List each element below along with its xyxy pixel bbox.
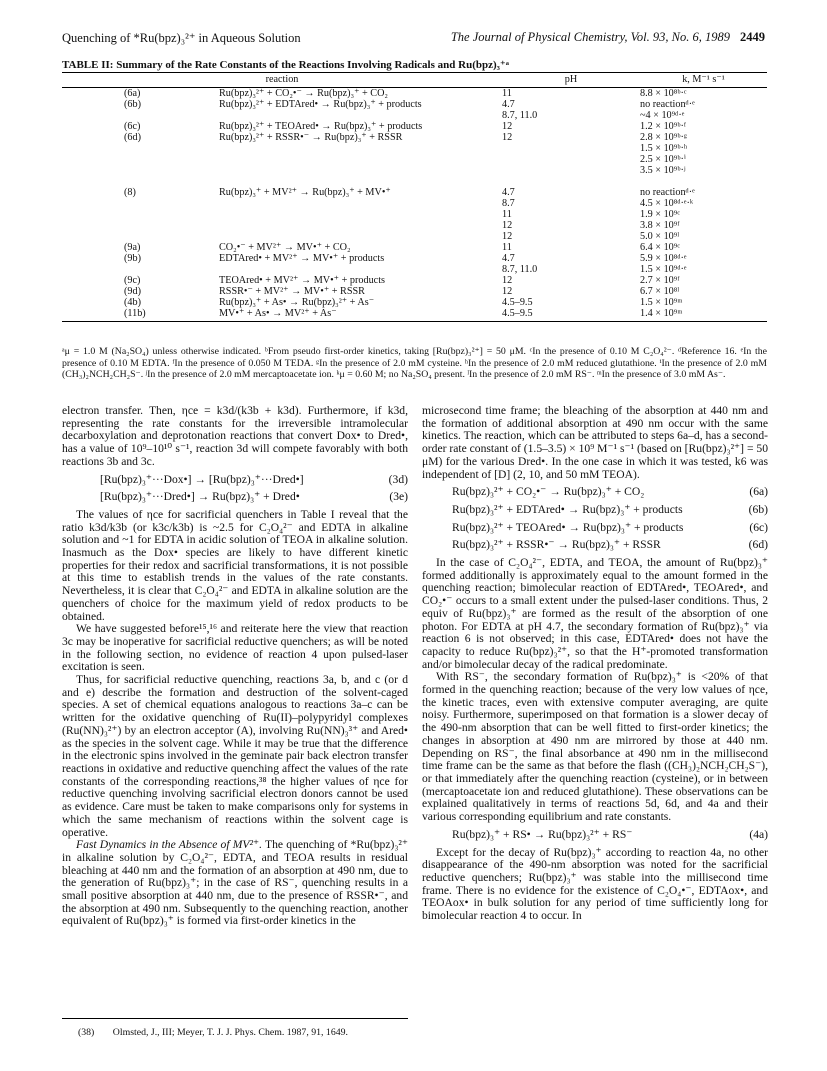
reaction-label	[62, 198, 219, 209]
ph-value: 12	[502, 231, 513, 242]
table-row	[62, 253, 767, 264]
rate-constant: 1.5 × 10⁹ᵈ·ᵉ	[640, 264, 687, 275]
ph-value	[502, 165, 640, 176]
reference-text: Olmsted, J., III; Meyer, T. J. J. Phys. Chem. 1987, 91, 1649.	[112, 1027, 348, 1038]
rate-constant: 6.7 × 10⁸ˡ	[640, 286, 680, 297]
equation-6d	[422, 539, 768, 552]
rate-constant: 1.2 × 10⁹ᵇ·ᶠ	[640, 121, 686, 132]
ph-value: 12	[502, 220, 513, 231]
header-k: k, M⁻¹ s⁻¹	[640, 73, 767, 88]
ph-value: 4.7	[502, 187, 515, 198]
table-header-row	[62, 73, 767, 88]
reaction-equation: MV•⁺ + As• → MV²⁺ + As⁻	[219, 308, 502, 322]
table-row	[62, 209, 767, 220]
reaction-label: (4b)	[124, 297, 141, 308]
reaction-label	[62, 154, 219, 165]
header-journal	[451, 30, 765, 48]
reaction-equation	[219, 143, 502, 154]
reaction-label: (6c)	[124, 121, 141, 132]
paragraph-text: The quenching of *Ru(bpz)₃²⁺ in alkaline solution by C₂O₄²⁻, EDTA, and TEOA results in residual bleaching at 440 nm and the formation of an absorption at 490 nm, due to the generation of Ru(bpz)₃⁺; in the case of RS⁻, quenching results in a small positive absorption at 440 nm, due to the presence of RSSR•⁻, and the absorption at 490 nm. Subsequently to the quenching reaction, another equivalent of Ru(bpz)₃⁺ is formed via first-order kinetics in the	[62, 838, 408, 928]
reaction-label	[62, 220, 219, 231]
reaction-equation	[219, 231, 502, 242]
table-row	[62, 198, 767, 209]
equation-text: Ru(bpz)₃²⁺ + RSSR•⁻ → Ru(bpz)₃⁺ + RSSR	[452, 538, 661, 552]
rate-constant: 2.8 × 10⁹ᵇ·ᵍ	[640, 132, 687, 143]
reaction-label	[62, 209, 219, 220]
reaction-equation	[219, 220, 502, 231]
ph-value: 12	[502, 275, 513, 286]
paragraph	[62, 839, 408, 928]
running-header	[62, 30, 765, 48]
header-article-title: Quenching of *Ru(bpz)₃²⁺ in Aqueous Solution	[62, 31, 301, 45]
table-row	[62, 297, 767, 308]
reaction-equation: Ru(bpz)₃⁺ + MV²⁺ → Ru(bpz)₃⁺ + MV•⁺	[219, 187, 391, 198]
reaction-equation: Ru(bpz)₃²⁺ + RSSR•⁻ → Ru(bpz)₃⁺ + RSSR	[219, 132, 403, 143]
reaction-label: (6d)	[124, 132, 141, 143]
ph-value: 11	[502, 88, 512, 99]
reaction-label: (6a)	[124, 88, 141, 99]
table-footnotes: ᵃμ = 1.0 M (Na₂SO₄) unless otherwise indicated. ᵇFrom pseudo first-order kinetics, taking [Ru(bpz)₃²⁺] = 50 μM. ᶜIn the presence of 0.10 M C₂O₄²⁻. ᵈReference 16. ᵉIn the presence of 0.10 M EDTA. ᶠIn the presence of 0.050 M TEDA. ᵍIn the presence of 2.0 mM cysteine. ʰIn the presence of 2.0 mM reduced glutathione. ⁱIn the presence of 2.0 mM (CH₃)₂NCH₂CH₂S⁻. ʲIn the presence of 2.0 mM mercaptoacetate ion. ᵏμ = 0.60 M; no Na₂SO₄ present. ˡIn the presence of 2.0 mM RS⁻. ᵐIn the presence of 3.0 mM As⁻.	[62, 346, 767, 380]
equation-number: (6b)	[748, 502, 768, 516]
rate-constant: 1.5 × 10⁹ᵐ	[640, 297, 683, 308]
table-row	[62, 165, 767, 176]
rate-constant: 5.9 × 10⁸ᵈ·ᵉ	[640, 253, 687, 264]
reaction-equation	[219, 110, 502, 121]
table-row	[62, 99, 767, 110]
table-row	[62, 132, 767, 143]
rate-constant: 4.5 × 10⁸ᵈ·ᵉ·ᵏ	[640, 198, 694, 209]
table-row	[62, 264, 767, 275]
ph-value: 8.7	[502, 198, 515, 209]
paragraph: Thus, for sacrificial reductive quenching, reactions 3a, b, and c (or d and e) describe the formation and destruction of the solvent-caged species. A set of chemical equations analogous to reactions 3a–c can be written for the oxidative quenching of Ru(II)–polypyridyl complexes (Ru(NN)₃²⁺) by an electron acceptor (A), involving Ru(NN)₃³⁺ and Ared• as the species in the solvent cage. While it may be true that the difference in the electronic spins involved in the geminate pair back electron transfer reactions in oxidative and reductive quenching affect the values of the rate constants of the corresponding reactions,³⁸ the higher values of ηce for reductive quenching involving sacrificial electron donors cannot be used as evidence. Care must be taken to make comparisons only for systems in which the same mechanism of reactions within the solvent cage is operative.	[62, 673, 408, 839]
rate-constant: 3.8 × 10⁹ᶠ	[640, 220, 680, 231]
rate-constant: 5.0 × 10⁹ˡ	[640, 231, 680, 242]
equation-text: [Ru(bpz)₃⁺···Dox•] → [Ru(bpz)₃⁺···Dred•]	[100, 472, 304, 486]
reaction-equation: TEOAred• + MV²⁺ → MV•⁺ + products	[219, 275, 385, 286]
ph-value: 11	[502, 209, 512, 220]
reaction-equation: Ru(bpz)₃²⁺ + EDTAred• → Ru(bpz)₃⁺ + products	[219, 99, 422, 110]
paragraph: Except for the decay of Ru(bpz)₃⁺ according to reaction 4a, no other disappearance of the 490-nm absorption was noted for the sacrificial reductive quenchers; Ru(bpz)₃⁺ was stable into the millisecond time frame. There is no evidence for the existence of C₂O₄•⁻, EDTAox•, and TEOAox• in bulk solution for any period of time sufficiently long for bimolecular reaction 4 to occur. In	[422, 845, 768, 923]
rate-constant: 8.8 × 10⁸ᵇ·ᶜ	[640, 88, 687, 99]
equation-number: (6a)	[749, 485, 768, 499]
rate-constants-table	[62, 72, 767, 322]
rate-constant: 6.4 × 10⁹ᶜ	[640, 242, 680, 253]
left-column	[62, 405, 408, 928]
rate-constant: no reactionᵈ·ᵉ	[640, 187, 695, 198]
rate-constant: 1.5 × 10⁹ᵇ·ʰ	[640, 143, 688, 154]
reaction-equation: EDTAred• + MV²⁺ → MV•⁺ + products	[219, 253, 385, 264]
ph-value: 12	[502, 286, 513, 297]
equation-number: (6d)	[748, 538, 768, 552]
right-column	[422, 405, 768, 923]
ph-value: 12	[502, 121, 513, 132]
equation-text: Ru(bpz)₃²⁺ + TEOAred• → Ru(bpz)₃⁺ + products	[452, 520, 684, 534]
paragraph: We have suggested before¹⁵,¹⁶ and reiterate here the view that reaction 3c may be inoperative for sacrificial reductive quenchers; as will be noted in the following section, no evidence of reaction 4 upon pulsed-laser excitation is seen.	[62, 622, 408, 674]
reaction-label	[62, 165, 219, 176]
rate-constant: ~4 × 10⁹ᵈ·ᵉ	[640, 110, 685, 121]
paragraph: In the case of C₂O₄²⁻, EDTA, and TEOA, the amount of Ru(bpz)₃⁺ formed additionally is approximately equal to the amount formed in the quenching reaction; bimolecular reaction of EDTAred•, TEOAred•, and CO₂•⁻ occurs to a small extent under the pulsed-laser conditions. Thus, 2 equiv of Ru(bpz)₃⁺ are formed as the result of the absorption of one photon. For EDTA at pH 4.7, the secondary formation of Ru(bpz)₃⁺ via reaction 6 is not observed; in this case, EDTAred• does not have the capacity to reduce Ru(bpz)₃²⁺, so that the H⁺-promoted transformation and/or bimolecular decay of the radical predominate.	[422, 556, 768, 671]
header-ph: pH	[502, 73, 640, 88]
rate-constant: 2.5 × 10⁹ᵇ·ⁱ	[640, 154, 686, 165]
table-row	[62, 88, 767, 100]
rate-constant: no reactionᵈ·ᵉ	[640, 99, 695, 110]
table-row	[62, 231, 767, 242]
reaction-equation	[219, 154, 502, 165]
ph-value: 4.7	[502, 99, 515, 110]
reaction-label: (9d)	[124, 286, 141, 297]
ph-value: 8.7, 11.0	[502, 110, 538, 121]
equation-3e	[62, 491, 408, 504]
reaction-equation: Ru(bpz)₃²⁺ + CO₂•⁻ → Ru(bpz)₃⁺ + CO₂	[219, 88, 388, 99]
table-row	[62, 187, 767, 198]
ph-value	[502, 154, 640, 165]
equation-text: Ru(bpz)₃²⁺ + CO₂•⁻ → Ru(bpz)₃⁺ + CO₂	[452, 485, 645, 499]
table-row	[62, 143, 767, 154]
table-row	[62, 308, 767, 322]
equation-number: (6c)	[749, 520, 768, 534]
ph-value: 4.5–9.5	[502, 308, 640, 322]
equation-3d	[62, 474, 408, 487]
table-title: TABLE II: Summary of the Rate Constants of the Reactions Involving Radicals and Ru(bpz)₃⁺ᵃ	[62, 59, 509, 71]
reaction-label: (9b)	[124, 253, 141, 264]
table-row	[62, 154, 767, 165]
table-spacer-row	[62, 176, 767, 187]
rate-constant: 2.7 × 10⁹ᶠ	[640, 275, 680, 286]
equation-4a	[422, 829, 768, 842]
equation-6a	[422, 486, 768, 499]
ph-value: 8.7, 11.0	[502, 264, 538, 275]
reaction-equation: Ru(bpz)₃²⁺ + TEOAred• → Ru(bpz)₃⁺ + products	[219, 121, 423, 132]
rate-constant: 3.5 × 10⁹ᵇ·ʲ	[640, 165, 686, 176]
reaction-label: (8)	[124, 187, 136, 198]
equation-text: Ru(bpz)₃²⁺ + EDTAred• → Ru(bpz)₃⁺ + products	[452, 502, 683, 516]
table-row	[62, 286, 767, 297]
reaction-label: (9a)	[124, 242, 141, 253]
reaction-label	[62, 143, 219, 154]
reaction-equation	[219, 165, 502, 176]
paragraph: The values of ηce for sacrificial quenchers in Table I reveal that the ratio k3d/k3b (or k3c/k3b) is ~2.5 for C₂O₄²⁻ and EDTA in alkaline solution and ~1 for EDTA in acidic solution of TEOA in alkaline solution. Inasmuch as the Dox• species are likely to have different kinetic properties for their redox and sacrificial transformations, it is not possible at this time to establish trends in the values of the rate constants. Nevertheless, it is clear that C₂O₄²⁻ and EDTA in alkaline solution are the quenchers of choice for the maximum yield of redox products to be obtained.	[62, 507, 408, 623]
reaction-label	[62, 264, 219, 275]
paragraph: With RS⁻, the secondary formation of Ru(bpz)₃⁺ is <20% of that formed in the quenching reaction; because of the very low values of ηce, the kinetic traces, even with extensive computer averaging, are quite noisy. Furthermore, superimposed on that formation is a slower decay of the 490-nm absorption that can be well fitted to first-order kinetics; the changes in absorption at 490 nm are mirrored by those at 440 nm. Depending on RS⁻, the final absorbance at 490 nm in the millisecond time frame can be the same as that before the flash ((CH₃)₂NCH₂CH₂S⁻), or that immediately after the quenching reaction (cysteine), or in between (mercaptoacetate ion and reduced glutathione). These observations can be explained qualitatively in terms of reactions 5d, 6d, and 4a and their various corresponding equilibrium and rate constants.	[422, 670, 768, 824]
table-row	[62, 110, 767, 121]
paragraph: microsecond time frame; the bleaching of the absorption at 440 nm and the formation of additional absorption at 490 nm occur with the same kinetics. The reaction, which can be attributed to steps 6a–d, has a second-order rate constant of (1.5–3.5) × 10⁹ M⁻¹ s⁻¹ (based on [Ru(bpz)₃²⁺] = 50 μM) for the various Dred•. In the one case in which it was tested, k6 was independent of [D] (2, 10, and 50 mM TEOA).	[422, 404, 768, 481]
reaction-label: (11b)	[62, 308, 219, 322]
reference-number: (38)	[78, 1027, 95, 1038]
equation-number: (3e)	[389, 490, 408, 504]
reaction-label	[62, 110, 219, 121]
reaction-equation	[219, 209, 502, 220]
page-number: 2449	[740, 30, 765, 44]
reaction-label	[62, 231, 219, 242]
equation-text: [Ru(bpz)₃⁺···Dred•] → Ru(bpz)₃⁺ + Dred•	[100, 490, 300, 504]
reaction-equation: CO₂•⁻ + MV²⁺ → MV•⁺ + CO₂	[219, 242, 351, 253]
journal-citation: The Journal of Physical Chemistry, Vol. 93, No. 6, 1989	[450, 30, 730, 44]
table-row	[62, 242, 767, 253]
reaction-equation	[219, 198, 502, 209]
rate-constant: 1.9 × 10⁹ᶜ	[640, 209, 680, 220]
equation-6b	[422, 504, 768, 517]
ph-value	[502, 143, 640, 154]
reference-footnote	[62, 1018, 408, 1038]
reaction-label: (9c)	[124, 275, 141, 286]
table-row	[62, 220, 767, 231]
equation-6c	[422, 522, 768, 535]
section-heading: Fast Dynamics in the Absence of MV²⁺.	[76, 838, 263, 852]
ph-value: 12	[502, 132, 513, 143]
equation-number: (3d)	[388, 472, 408, 486]
equation-number: (4a)	[749, 827, 768, 841]
paragraph: electron transfer. Then, ηce = k3d/(k3b + k3d). Furthermore, if k3d, representing the rate constants for the irreversible intramolecular decarboxylation and deprotonation reactions that convert Dox• to Dred•, has a value of 10⁹–10¹⁰ s⁻¹, reaction 3d will compete favorably with both reactions 3b and 3c.	[62, 404, 408, 468]
reaction-equation	[219, 264, 502, 275]
reaction-label: (6b)	[124, 99, 141, 110]
ph-value: 4.5–9.5	[502, 297, 533, 308]
table-row	[62, 121, 767, 132]
header-reaction: reaction	[62, 73, 502, 88]
equation-text: Ru(bpz)₃⁺ + RS• → Ru(bpz)₃²⁺ + RS⁻	[452, 827, 633, 841]
reaction-equation: RSSR•⁻ + MV²⁺ → MV•⁺ + RSSR	[219, 286, 365, 297]
rate-constant: 1.4 × 10⁹ᵐ	[640, 308, 767, 322]
ph-value: 4.7	[502, 253, 515, 264]
ph-value: 11	[502, 242, 512, 253]
reaction-equation: Ru(bpz)₃⁺ + As• → Ru(bpz)₃²⁺ + As⁻	[219, 297, 375, 308]
table-row	[62, 275, 767, 286]
